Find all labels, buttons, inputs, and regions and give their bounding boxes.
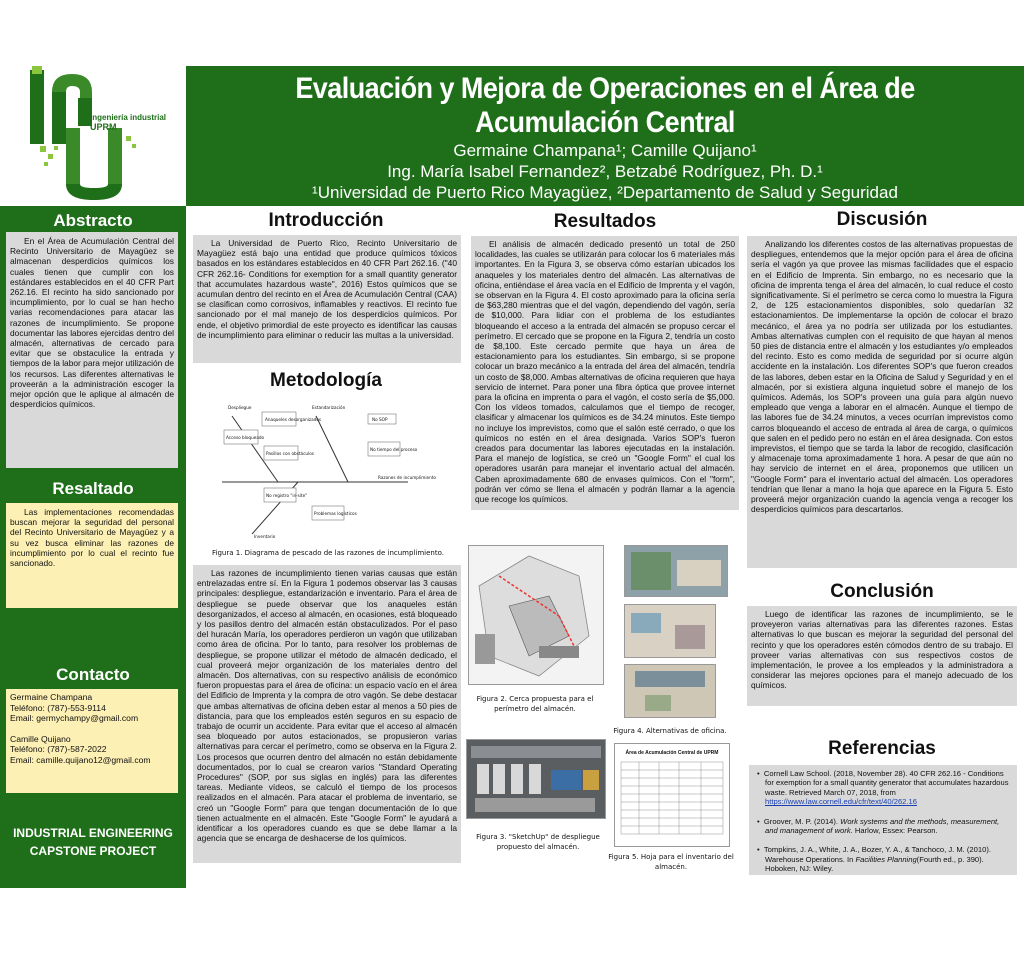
references-heading: Referencias	[828, 738, 936, 759]
results-heading: Resultados	[553, 211, 657, 232]
footer-label	[0, 824, 186, 860]
reference-3-title: Facilities Planning	[855, 854, 917, 864]
contact-heading: Contacto	[56, 665, 130, 684]
logo-text: ingeniería industrial	[90, 113, 167, 122]
fish-despliegue: Despliegue	[228, 405, 252, 410]
discussion-heading: Discusión	[836, 209, 928, 230]
footer-line-1: INDUSTRIAL ENGINEERING	[13, 826, 173, 840]
fig5-sheet-title: Área de Acumulación Central de UPRM	[625, 750, 719, 756]
fish-problemas: Problemas logísticos	[314, 511, 357, 516]
fig1-caption: Figura 1. Diagrama de pescado de las razones de incumplimiento.	[212, 549, 444, 557]
affiliation: ¹Universidad de Puerto Rico Mayagüez, ²Departamento de Salud y Seguridad	[312, 183, 898, 202]
highlight-text: Las implementaciones recomendadas buscan mejorar la seguridad del personal del Recinto Universitario de Mayagüez y a su vez busca eliminar las razones de incumplimiento por lo cual el recinto fue sancionado.	[6, 503, 178, 608]
results-text: El análisis de almacén dedicado presentó un total de 250 localidades, las cuales se utilizarán para colocar los 6 materiales más importantes. En la Figura 3, se observa cómo estarían ubicados los anaqueles y los materiales dentro del almacén. Las alternativas de oficina, entiéndase el área vacía en el Edificio de Imprenta y el vagón, se observan en la Figura 4. El costo aproximado para la oficina sería de $63,280 mientras que el del vagón, dependiendo del vagón, sería de $10,000. Para lidiar con el problema de los estudiantes bloqueando el acceso a la entrada del almacén se propuso cercar el perímetro. El cercado que se propone en la Figura 2, tendría un costo de $8,100. Este cercado permite que haya un área de estacionamiento para los estudiantes. Sin embargo, si se propone colocar un brazo mecánico a la entrada del área del almacén, tendría un costo de $8,000. Ambas alternativas de oficina requieren que haya servicio de internet. Para poner una fibra óptica que provee internet para la oficina en imprenta o para el vagón, el costo sería de $5,000. Con los vídeos tomados, calculamos que el tiempo de recoger, clasificar y almacenar los químicos es de 34.24 minutos. Este tiempo no incluye los imprevistos, como que el salón esté cerrado, o que los químicos no estén en el área designada. Varios SOP's fueron creados para documentar las labores ejecutadas en la instalación. Para el manejo de logística, se creó un "Google Form" el cual los operadores usarán para manejar el inventario actual del almacén. Caben aproximadamente 680 de envases químicos. Con el "form", podrán ver cómo se llena el almacén y podrán llamar a la agencia que recoge los químicos.	[471, 236, 739, 510]
method-text: Las razones de incumplimiento tienen varias causas que están entrelazadas entre sí. En la Figura 1 podemos observar las 3 causas principales: despliegue, estandarización e inventario. Para el área de despliegue se puede observar que los anaqueles están desorganizados, el acceso al almacén, en ocasiones, está bloqueado y los pasillos dentro del almacén están obstaculizados. Por el paso del huracán María, los operadores perdieron un vagón que utilizaban como área de oficina. Por lo tanto, para resolver los problemas de despliegue, se propone utilizar el método de almacén dedicado, el cual proveerá mejor organización de los materiales dentro del almacén. Dos alternativas, con su respectivo análisis de económico fueron propuestas para el área de oficina: un espacio vacío en el área del Edificio de Imprenta y la compra de otro vagón. Se debe destacar que ambas alternativas de oficina deben estar al menos a 50 pies de distancia, para que los empleados estén seguros en su espacio de trabajo de ocurrir un accidente. Para evitar que el acceso al almacén sea bloqueado por autos estacionados, se propusieron varias alternativas para cercar el perímetro, como se observa en la Figura 2. Los procesos que ocurren dentro del almacén no están debidamente documentados, por lo cual se crearon varios "Standard Operating Procedures" (SOP, por sus siglas en inglés) para las diferentes tareas. Mediante vídeos, se calculó el tiempo de los procesos realizados en el almacén. Para atacar el problema de inventario, se creó un "Google Form" para que tengan documentación de lo que tienen actualmente en el almacén. Este "Google Form" le ayudará a identificar a los operadores cuando es que se debe llamar a la agencia que se encarga de deshacerse de los químicos.	[193, 565, 461, 863]
abstract-text: En el Área de Acumulación Central del Recinto Universitario de Mayagüez se almacenan desperdicios químicos los cuales tienen que cumplir con los estándares establecidos en el 40 CFR Part 262.16. El recinto ha sido sancionado por incumplimiento, por lo cual se han hecho varias recomendaciones para atacar las razones de incumplimiento. Se propone documentar las labores ejercidas dentro del almacén, alternativas de cercado para evitar que se obstaculice la entrada y tiempos de la labor para mejor utilización de los recursos. Las diferentes alternativas le proveerán a la administración escoger la mejor opción que le aplique al almacén de desperdicios químicos.	[6, 232, 178, 468]
abstract-heading: Abstracto	[53, 211, 133, 230]
poster-header	[186, 66, 1024, 206]
reference-2-pub: Harlow, Essex: Pearson.	[852, 826, 938, 836]
fig2-caption: Figura 2. Cerca propuesta para el perímetro del almacén.	[476, 695, 594, 713]
contact-name-1: Germaine Champana	[10, 692, 93, 702]
fig4-photo-mid	[624, 604, 716, 658]
office-bot-svg	[625, 665, 715, 717]
fish-inventario: Inventario	[254, 534, 276, 539]
logo-text-uprm: UPRM	[90, 122, 117, 132]
fish-nosop: No SOP	[372, 417, 388, 422]
highlight-heading: Resaltado	[52, 479, 134, 498]
fish-notiempo: No tiempo del proceso	[370, 447, 418, 452]
contact-email-1[interactable]: Email: germychampy@gmail.com	[10, 713, 139, 724]
reference-1: • Cornell Law School. (2018, November 28). 40 CFR 262.16 - Conditions for exemption for a small quantity generator that accumulates hazardous waste. Retrieved March 07, 2018, from https://www.law.cornell.edu/cfr/text/40/262.16	[757, 769, 1009, 807]
intro-heading: Introducción	[268, 210, 384, 231]
fig3-caption: Figura 3. "SketchUp" de despliegue propuesto del almacén.	[476, 833, 600, 851]
sheet-grid-svg	[615, 756, 729, 840]
conclusion-heading: Conclusión	[830, 581, 934, 602]
fish-acceso: Acceso bloqueado	[226, 435, 265, 440]
reference-2: • Groover, M. P. (2014). Work systems and the methods, measurement, and management of work. Harlow, Essex: Pearson.	[757, 816, 1000, 836]
fish-razones: Razones de incumplimiento	[378, 475, 436, 480]
map-svg	[469, 546, 603, 684]
office-top-svg	[625, 546, 727, 596]
contact-phone-1: Teléfono: (787)-553-9114	[10, 702, 106, 713]
fig3-sketchup	[466, 739, 606, 819]
method-heading: Metodología	[270, 370, 382, 391]
fishbone-diagram	[218, 400, 444, 540]
fish-anaqueles: Anaqueles desorganizados	[265, 417, 322, 422]
sketchup-svg	[467, 740, 605, 818]
authors: Germaine Champana¹; Camille Quijano¹	[453, 141, 757, 160]
iu-logo-icon	[26, 66, 186, 206]
fish-pasillos: Pasillos con obstáculos	[266, 451, 314, 456]
reference-3-text: Tompkins, J. A., White, J. A., Bozer, Y. A., & Tanchoco, J. M. (2010). Warehouse Operations. In	[763, 845, 991, 864]
reference-2-title: Work systems and the methods, measurement, and management of work.	[765, 816, 1000, 836]
poster-title: Evaluación y Mejora de Operaciones en el Área de Acumulación Central	[295, 72, 915, 139]
fig5-caption: Figura 5. Hoja para el inventario del almacén.	[608, 853, 734, 871]
reference-3: • Tompkins, J. A., White, J. A., Bozer, Y. A., & Tanchoco, J. M. (2010). Warehouse Operations. In Facilities Planning(Fourth ed., p. 390). Hoboken, NJ: Wiley.	[757, 845, 991, 874]
intro-text: La Universidad de Puerto Rico, Recinto Universitario de Mayagüez está bajo una entidad que produce químicos tóxicos basados en los estándares establecidos en 40 CFR Part 262.16. ("40 CFR 262.16- Conditions for exemption for a small quantity generator that accumulates hazardous waste", 2016) Estos químicos que se acumulan dentro del recinto en el Área de Acumulación Central (CAA) se clasifican como corrosivos, inflamables y reactivos. El recinto fue sancionado por el mal manejo de los desperdicios químicos. Por ende, el objetivo primordial de este proyecto es identificar las causas de incumplimiento para eliminar o reducir las multas a la universidad.	[193, 235, 461, 363]
reference-1-link[interactable]: https://www.law.cornell.edu/cfr/text/40/262.16	[765, 797, 917, 807]
reference-3-pub: (Fourth ed., p. 390). Hoboken, NJ: Wiley.	[765, 854, 984, 874]
reference-2-text: Groover, M. P. (2014).	[763, 816, 841, 826]
discussion-text: Analizando los diferentes costos de las alternativas propuestas de despliegues, entendemos que la mejor opción para el área de oficina sería el vagón ya que provee las mismas facilidades que el espacio en el Edificio de Imprenta. Sin embargo, no es necesario que la oficina de imprenta tenga el área del almacén, lo cual reduce el costo significativamente. Si el perímetro se cerca como lo muestra la Figura 2, de 125 estacionamientos disponibles, solo quedarían 32 estacionamientos. De implementarse la opción de colocar el brazo mecánico, el área ya no podría ser utilizada por los estudiantes. Ambas alternativas cumplen con el requisito de que hayan al menos 50 pies de distancia entre el almacén y los estudiantes y/o empleados del recinto. Esto es como medida de seguridad por si ocurre algún accidente en la instalación. Los diferentes SOP's que fueron creados de las labores, deben estar en la Oficina de Salud y Seguridad y en el almacén, por si existiera alguna inquietud sobre el manejo de los químicos. Además, los SOP's proveen una guía para algún nuevo empleado que venga a laborar en el almacén. Aunque el tiempo de las labores fue de 34.24 minutos, a veces ocurrían imprevistos como carros bloqueando el acceso de entrada al área de carga, o químicos que salen en el pedido pero no están en el área designada. Con estos imprevistos, el tiempo que se tarda la labor de recogido, clasificación y almacenaje toma aproximadamente 1 hora. A pesar de que aún no hay servicio de internet en el área, proponemos que utilicen un "Google Form" para el inventario actual del almacén. Los operadores tendrían que llenar a mano la hoja que aparece en la Figura 5. Esto proveerá mejor organización cuando la agencia venga a recoger los desperdicios químicos para descartarlos.	[747, 236, 1017, 568]
conclusion-text: Luego de identificar las razones de incumplimiento, se le proveyeron varias alternativas para las diferentes razones. Estas alternativas lo que buscan es mejorar la seguridad del personal del recinto y que los operadores estén cómodos dentro de su trabajo. El proveer varias alternativas con sus respectivos costos de implementación, le provee a los empleados y la administradora a considerar las mejores opciones para el manejo adecuado de los químicos.	[747, 606, 1017, 706]
fig5-inventory-sheet	[614, 743, 730, 847]
fish-estandarizacion: Estandarización	[312, 405, 346, 410]
footer-line-2: CAPSTONE PROJECT	[29, 844, 157, 858]
contact-box	[6, 689, 178, 793]
contact-email-2[interactable]: Email: camille.quijano12@gmail.com	[10, 754, 151, 765]
fig2-map	[468, 545, 604, 685]
references-box	[749, 765, 1017, 875]
contact-phone-2: Teléfono: (787)-587-2022	[10, 744, 107, 755]
fig4-photo-bottom	[624, 664, 716, 718]
fish-noregistro: No registro "in-site"	[266, 493, 308, 498]
fig4-photo-top	[624, 545, 728, 597]
fig4-caption: Figura 4. Alternativas de oficina.	[613, 727, 727, 735]
contact-name-2: Camille Quijano	[10, 733, 71, 744]
authors-2: Ing. María Isabel Fernandez², Betzabé Rodríguez, Ph. D.¹	[387, 162, 823, 181]
fishbone-svg	[218, 400, 444, 540]
reference-1-text: Cornell Law School. (2018, November 28). 40 CFR 262.16 - Conditions for exemption for a small quantity generator that accumulates hazardous waste. Retrieved March 07, 2018, from	[763, 769, 1009, 797]
office-mid-svg	[625, 605, 715, 657]
logo	[26, 66, 186, 206]
